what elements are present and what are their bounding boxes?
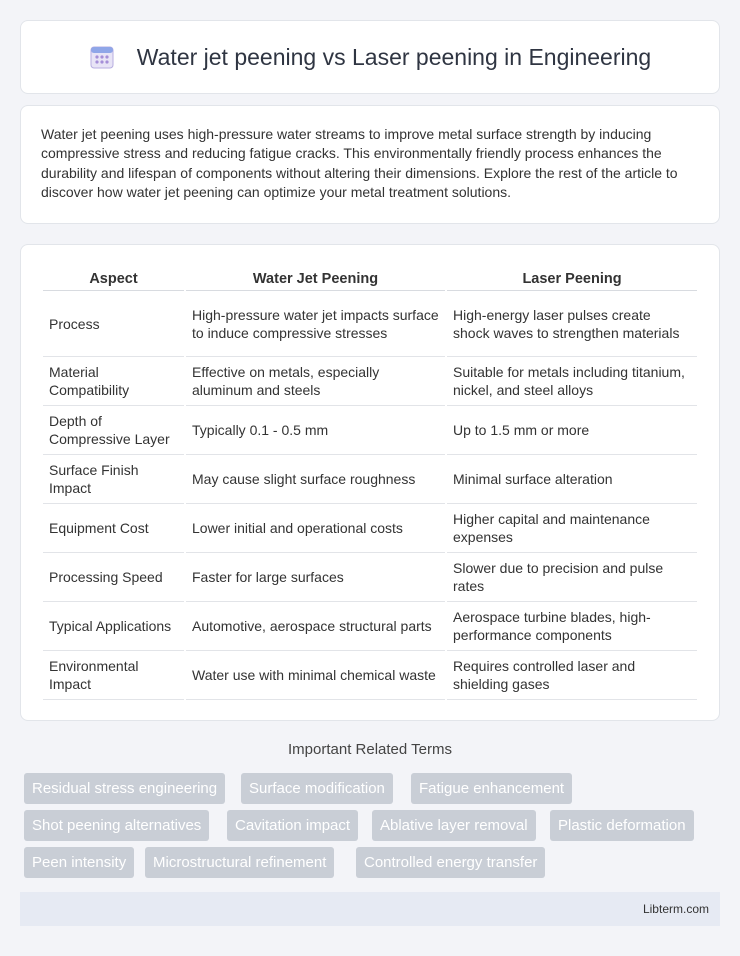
table-cell-aspect: Environmental Impact	[43, 651, 184, 700]
table-cell-water-jet: Typically 0.1 - 0.5 mm	[186, 406, 445, 455]
related-term-tag[interactable]: Fatigue enhancement	[411, 773, 572, 804]
related-term-tag[interactable]: Surface modification	[241, 773, 393, 804]
table-row	[43, 651, 697, 700]
table-cell-laser: Aerospace turbine blades, high-performance components	[447, 602, 697, 651]
table-cell-aspect: Surface Finish Impact	[43, 455, 184, 504]
table-cell-water-jet: Lower initial and operational costs	[186, 504, 445, 553]
table-cell-water-jet: High-pressure water jet impacts surface to induce compressive stresses	[186, 291, 445, 357]
table-cell-water-jet: Water use with minimal chemical waste	[186, 651, 445, 700]
table-cell-aspect: Processing Speed	[43, 553, 184, 602]
table-cell-aspect: Process	[43, 291, 184, 357]
table-cell-laser: Suitable for metals including titanium, nickel, and steel alloys	[447, 357, 697, 406]
column-header: Aspect	[43, 265, 184, 291]
table-cell-water-jet: May cause slight surface roughness	[186, 455, 445, 504]
related-term-tag[interactable]: Peen intensity	[24, 847, 134, 878]
table-row	[43, 504, 697, 553]
related-terms-title: Important Related Terms	[288, 741, 452, 758]
table-row	[43, 602, 697, 651]
table-row	[43, 553, 697, 602]
table-cell-aspect: Material Compatibility	[43, 357, 184, 406]
intro-card	[20, 105, 720, 224]
table-cell-laser: Requires controlled laser and shielding gases	[447, 651, 697, 700]
comparison-table-card	[20, 244, 720, 721]
intro-text: Water jet peening uses high-pressure water streams to improve metal surface strength by inducing compressive stress and reducing fatigue cracks. This environmentally friendly process enhances the durability and lifespan of components without altering their dimensions. Explore the rest of the article to discover how water jet peening can optimize your metal treatment solutions.	[41, 126, 678, 201]
related-term-tag[interactable]: Plastic deformation	[550, 810, 694, 841]
footer	[20, 892, 720, 926]
table-cell-aspect: Depth of Compressive Layer	[43, 406, 184, 455]
table-row	[43, 455, 697, 504]
related-term-tag[interactable]: Cavitation impact	[227, 810, 358, 841]
table-cell-laser: Minimal surface alteration	[447, 455, 697, 504]
related-term-tag[interactable]: Shot peening alternatives	[24, 810, 209, 841]
column-header: Water Jet Peening	[186, 265, 445, 291]
table-cell-laser: High-energy laser pulses create shock waves to strengthen materials	[447, 291, 697, 357]
table-row	[43, 291, 697, 357]
calendar-grid-icon	[89, 44, 115, 70]
related-term-tag[interactable]: Microstructural refinement	[145, 847, 334, 878]
table-row	[43, 406, 697, 455]
related-term-tag[interactable]: Controlled energy transfer	[356, 847, 545, 878]
table-cell-water-jet: Effective on metals, especially aluminum and steels	[186, 357, 445, 406]
footer-site-link[interactable]: Libterm.com	[642, 902, 709, 916]
header-card	[20, 20, 720, 94]
table-row	[43, 357, 697, 406]
table-cell-laser: Slower due to precision and pulse rates	[447, 553, 697, 602]
related-term-tag[interactable]: Residual stress engineering	[24, 773, 225, 804]
table-cell-laser: Higher capital and maintenance expenses	[447, 504, 697, 553]
table-cell-water-jet: Faster for large surfaces	[186, 553, 445, 602]
related-term-tag[interactable]: Ablative layer removal	[372, 810, 536, 841]
table-header-row	[43, 265, 697, 291]
table-cell-aspect: Typical Applications	[43, 602, 184, 651]
table-cell-aspect: Equipment Cost	[43, 504, 184, 553]
table-cell-laser: Up to 1.5 mm or more	[447, 406, 697, 455]
column-header: Laser Peening	[447, 265, 697, 291]
comparison-table	[41, 265, 699, 700]
page-title: Water jet peening vs Laser peening in Engineering	[136, 43, 652, 70]
table-cell-water-jet: Automotive, aerospace structural parts	[186, 602, 445, 651]
